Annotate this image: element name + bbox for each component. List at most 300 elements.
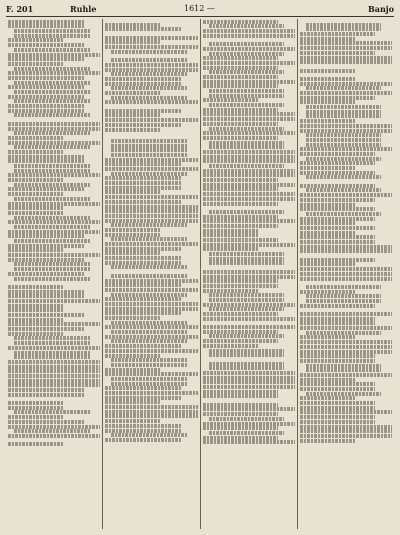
text-line xyxy=(306,157,382,161)
text-line xyxy=(203,66,279,70)
text-line xyxy=(8,155,84,159)
text-line xyxy=(111,433,187,437)
text-line xyxy=(105,82,181,86)
text-line xyxy=(203,112,295,116)
text-line xyxy=(105,205,197,209)
text-line xyxy=(8,327,84,331)
text-line xyxy=(203,183,295,187)
text-line xyxy=(8,104,84,108)
text-line xyxy=(105,438,181,442)
text-line xyxy=(209,362,285,366)
text-line xyxy=(203,312,279,316)
text-line xyxy=(8,322,100,326)
text-line xyxy=(306,299,382,303)
text-line xyxy=(105,302,197,306)
text-line xyxy=(300,69,355,73)
text-line xyxy=(300,119,355,123)
text-line xyxy=(209,89,285,93)
text-line xyxy=(14,81,90,85)
header-keyword-left: Ruhle xyxy=(70,4,97,14)
text-line xyxy=(203,247,258,251)
text-line xyxy=(300,354,376,358)
text-line xyxy=(105,316,160,320)
text-line xyxy=(111,330,187,334)
text-line xyxy=(203,187,279,191)
text-line xyxy=(14,225,90,229)
text-line xyxy=(105,23,160,27)
text-line xyxy=(105,100,197,104)
text-line xyxy=(300,420,376,424)
text-line xyxy=(300,345,392,349)
text-line xyxy=(300,378,355,382)
text-line xyxy=(300,124,392,128)
text-line xyxy=(300,401,376,405)
text-line xyxy=(306,294,382,298)
text-line xyxy=(14,164,90,168)
text-line xyxy=(8,360,100,364)
text-line xyxy=(203,224,279,228)
text-line xyxy=(14,262,90,266)
text-line xyxy=(203,75,279,79)
text-line xyxy=(105,386,181,390)
text-line xyxy=(105,190,160,194)
text-line xyxy=(8,211,63,215)
text-line xyxy=(105,195,197,199)
text-line xyxy=(300,147,392,151)
text-line xyxy=(203,385,295,389)
text-line xyxy=(105,429,181,433)
column-2 xyxy=(102,19,199,529)
text-line xyxy=(300,32,376,36)
text-line xyxy=(8,202,100,206)
text-line xyxy=(105,283,181,287)
text-line xyxy=(105,118,197,122)
text-line xyxy=(203,159,295,163)
text-line xyxy=(111,172,187,176)
text-line xyxy=(203,84,279,88)
text-line xyxy=(8,365,100,369)
text-line xyxy=(209,349,285,353)
header-rule xyxy=(6,16,394,17)
text-columns xyxy=(6,19,394,529)
text-line xyxy=(209,164,285,168)
text-line xyxy=(203,243,295,247)
text-line xyxy=(300,382,376,386)
text-line xyxy=(14,113,90,117)
text-line xyxy=(300,406,376,410)
text-line xyxy=(8,318,63,322)
text-line xyxy=(203,108,279,112)
text-line xyxy=(300,258,376,262)
text-line xyxy=(203,197,295,201)
text-line xyxy=(105,109,181,113)
text-line xyxy=(300,100,355,104)
text-line xyxy=(306,138,382,142)
text-line xyxy=(8,244,84,248)
text-line xyxy=(105,414,197,418)
text-line xyxy=(300,77,355,81)
text-line xyxy=(8,420,84,424)
text-line xyxy=(14,34,90,38)
text-line xyxy=(105,27,181,31)
text-line xyxy=(300,184,376,188)
text-line xyxy=(111,148,187,152)
text-line xyxy=(306,23,382,27)
text-line xyxy=(8,159,84,163)
text-line xyxy=(111,265,187,269)
text-line xyxy=(300,60,392,64)
text-line xyxy=(209,334,285,338)
column-1 xyxy=(6,19,102,529)
text-line xyxy=(306,27,382,31)
text-line xyxy=(14,197,90,201)
text-line xyxy=(8,388,84,392)
text-line xyxy=(300,317,376,321)
text-line xyxy=(300,326,392,330)
text-line xyxy=(14,29,90,33)
text-line xyxy=(105,325,197,329)
text-line xyxy=(203,219,295,223)
text-line xyxy=(203,325,295,329)
text-line xyxy=(300,277,392,281)
text-line xyxy=(306,143,382,147)
text-line xyxy=(14,355,90,359)
text-line xyxy=(300,171,376,175)
text-line xyxy=(8,248,63,252)
text-line xyxy=(203,412,279,416)
text-line xyxy=(8,187,84,191)
text-line xyxy=(105,251,160,255)
text-line xyxy=(209,141,285,145)
text-line xyxy=(300,410,392,414)
text-line xyxy=(209,252,285,256)
text-line xyxy=(8,425,100,429)
text-line xyxy=(105,419,160,423)
text-line xyxy=(300,198,376,202)
text-line xyxy=(203,390,279,394)
text-line xyxy=(8,20,84,24)
text-line xyxy=(203,376,295,380)
text-line xyxy=(300,290,355,294)
text-line xyxy=(105,40,160,44)
text-line xyxy=(111,86,187,90)
text-line xyxy=(203,270,295,274)
text-line xyxy=(209,210,285,214)
text-line xyxy=(300,166,355,170)
text-line xyxy=(111,50,187,54)
text-line xyxy=(8,95,84,99)
text-line xyxy=(14,341,90,345)
text-line xyxy=(105,344,181,348)
text-line xyxy=(203,371,295,375)
text-line xyxy=(14,183,90,187)
text-line xyxy=(300,217,376,221)
text-line xyxy=(105,242,197,246)
text-line xyxy=(300,429,392,433)
text-line xyxy=(105,372,197,376)
text-line xyxy=(8,220,100,224)
text-line xyxy=(8,253,100,257)
text-line xyxy=(8,71,100,75)
text-line xyxy=(8,434,100,438)
text-line xyxy=(8,374,100,378)
text-line xyxy=(203,275,295,279)
text-line xyxy=(203,155,295,159)
text-line xyxy=(111,293,187,297)
text-line xyxy=(8,401,63,405)
text-line xyxy=(8,57,84,61)
text-line xyxy=(105,167,197,171)
text-line xyxy=(300,321,376,325)
text-line xyxy=(105,162,181,166)
text-line xyxy=(111,382,187,386)
text-line xyxy=(14,99,90,103)
text-line xyxy=(209,307,285,311)
text-line xyxy=(105,297,181,301)
text-line xyxy=(300,152,376,156)
text-line xyxy=(300,249,392,253)
text-line xyxy=(306,110,382,114)
text-line xyxy=(300,359,376,363)
text-line xyxy=(14,48,90,52)
text-line xyxy=(300,340,392,344)
text-line xyxy=(300,91,392,95)
text-line xyxy=(8,206,63,210)
text-line xyxy=(306,188,382,192)
text-line xyxy=(105,261,181,265)
text-line xyxy=(105,233,160,237)
text-line xyxy=(8,313,84,317)
text-line xyxy=(203,317,295,321)
text-line xyxy=(8,383,100,387)
text-line xyxy=(209,24,285,28)
text-line xyxy=(209,42,285,46)
text-line xyxy=(14,351,90,355)
text-line xyxy=(105,228,160,232)
text-line xyxy=(203,136,279,140)
text-line xyxy=(203,169,295,173)
text-line xyxy=(209,261,285,265)
text-line xyxy=(203,122,279,126)
text-line xyxy=(209,298,285,302)
column-3 xyxy=(200,19,297,529)
text-line xyxy=(105,219,197,223)
text-line xyxy=(300,161,376,165)
text-line xyxy=(14,239,90,243)
text-line xyxy=(14,169,90,173)
text-line xyxy=(8,332,63,336)
text-line xyxy=(300,203,355,207)
text-line xyxy=(8,62,63,66)
text-line xyxy=(8,53,100,57)
text-line xyxy=(300,245,392,249)
text-line xyxy=(203,173,295,177)
text-line xyxy=(300,129,392,133)
text-line xyxy=(209,257,285,261)
text-line xyxy=(203,279,279,283)
text-line xyxy=(203,178,279,182)
text-line xyxy=(105,200,181,204)
text-line xyxy=(209,94,285,98)
text-line xyxy=(105,186,181,190)
text-line xyxy=(8,272,84,276)
text-line xyxy=(111,237,187,241)
text-line xyxy=(203,131,295,135)
page-number: F. 201 xyxy=(6,4,34,14)
text-line xyxy=(8,24,84,28)
text-line xyxy=(105,354,160,358)
text-line xyxy=(203,117,295,121)
text-line xyxy=(203,34,295,38)
text-line xyxy=(300,56,392,60)
text-line xyxy=(203,233,258,237)
text-line xyxy=(209,366,285,370)
text-line xyxy=(14,429,90,433)
text-line xyxy=(111,144,187,148)
text-line xyxy=(300,304,376,308)
text-line xyxy=(300,415,376,419)
text-line xyxy=(306,105,382,109)
text-line xyxy=(111,96,187,100)
text-line xyxy=(105,311,181,315)
text-line xyxy=(14,67,90,71)
text-line xyxy=(105,405,197,409)
text-line xyxy=(14,277,90,281)
text-line xyxy=(105,288,197,292)
text-line xyxy=(8,258,84,262)
text-line xyxy=(300,262,355,266)
text-line xyxy=(203,284,279,288)
text-line xyxy=(111,58,187,62)
text-line xyxy=(105,91,160,95)
text-line xyxy=(306,114,382,118)
text-line xyxy=(306,175,382,179)
text-line xyxy=(203,394,279,398)
text-line xyxy=(105,256,181,260)
text-line xyxy=(300,37,355,41)
text-line xyxy=(306,86,382,90)
text-line xyxy=(105,77,181,81)
text-line xyxy=(8,76,84,80)
text-line xyxy=(14,90,90,94)
text-line xyxy=(105,391,197,395)
text-line xyxy=(8,290,84,294)
text-line xyxy=(111,72,187,76)
text-line xyxy=(111,321,187,325)
text-line xyxy=(300,221,355,225)
text-line xyxy=(105,209,197,213)
text-line xyxy=(203,192,295,196)
text-line xyxy=(105,349,197,353)
text-line xyxy=(203,407,295,411)
text-line xyxy=(203,47,295,51)
text-line xyxy=(300,41,392,45)
text-line xyxy=(105,36,197,40)
text-line xyxy=(111,223,187,227)
text-line xyxy=(306,331,382,335)
text-line xyxy=(8,393,84,397)
text-line xyxy=(209,52,285,56)
text-line xyxy=(203,215,279,219)
text-line xyxy=(8,308,63,312)
text-line xyxy=(105,45,197,49)
text-line xyxy=(203,380,295,384)
text-line xyxy=(8,299,100,303)
text-line xyxy=(203,20,279,24)
text-line xyxy=(306,212,382,216)
text-line xyxy=(300,312,392,316)
text-line xyxy=(203,344,258,348)
text-line xyxy=(105,247,181,251)
text-line xyxy=(111,358,187,362)
text-line xyxy=(203,98,258,102)
text-line xyxy=(306,392,382,396)
text-line xyxy=(8,230,100,234)
text-line xyxy=(14,145,90,149)
text-line xyxy=(14,267,90,271)
text-line xyxy=(8,150,63,154)
text-line xyxy=(105,279,197,283)
header-keyword-right: Banjo xyxy=(368,4,394,14)
text-line xyxy=(300,387,376,391)
text-line xyxy=(111,377,187,381)
text-line xyxy=(300,439,355,443)
text-line xyxy=(14,410,90,414)
text-line xyxy=(8,442,63,446)
text-line xyxy=(300,240,376,244)
text-line xyxy=(203,61,295,65)
text-line xyxy=(300,226,376,230)
text-line xyxy=(105,176,181,180)
text-line xyxy=(105,214,197,218)
text-line xyxy=(8,85,84,89)
text-line xyxy=(8,406,63,410)
text-line xyxy=(203,229,258,233)
page-header xyxy=(6,4,394,16)
text-line xyxy=(300,272,392,276)
text-line xyxy=(209,127,285,131)
text-line xyxy=(105,410,197,414)
text-line xyxy=(8,122,100,126)
text-line xyxy=(203,150,295,154)
text-line xyxy=(203,303,295,307)
text-line xyxy=(111,153,187,157)
text-line xyxy=(209,145,285,149)
text-line xyxy=(105,400,160,404)
text-line xyxy=(8,109,84,113)
text-line xyxy=(14,131,90,135)
text-line xyxy=(8,192,63,196)
text-line xyxy=(209,70,285,74)
text-line xyxy=(111,363,187,367)
text-line xyxy=(300,207,376,211)
text-line xyxy=(300,96,376,100)
text-line xyxy=(209,293,285,297)
text-line xyxy=(300,425,392,429)
text-line xyxy=(8,285,63,289)
column-4 xyxy=(297,19,394,529)
text-line xyxy=(209,353,285,357)
text-line xyxy=(105,335,197,339)
text-line xyxy=(8,136,63,140)
text-line xyxy=(300,373,392,377)
text-line xyxy=(203,289,258,293)
text-line xyxy=(8,38,63,42)
text-line xyxy=(14,216,90,220)
text-line xyxy=(300,267,392,271)
text-line xyxy=(8,415,63,419)
text-line xyxy=(209,103,285,107)
